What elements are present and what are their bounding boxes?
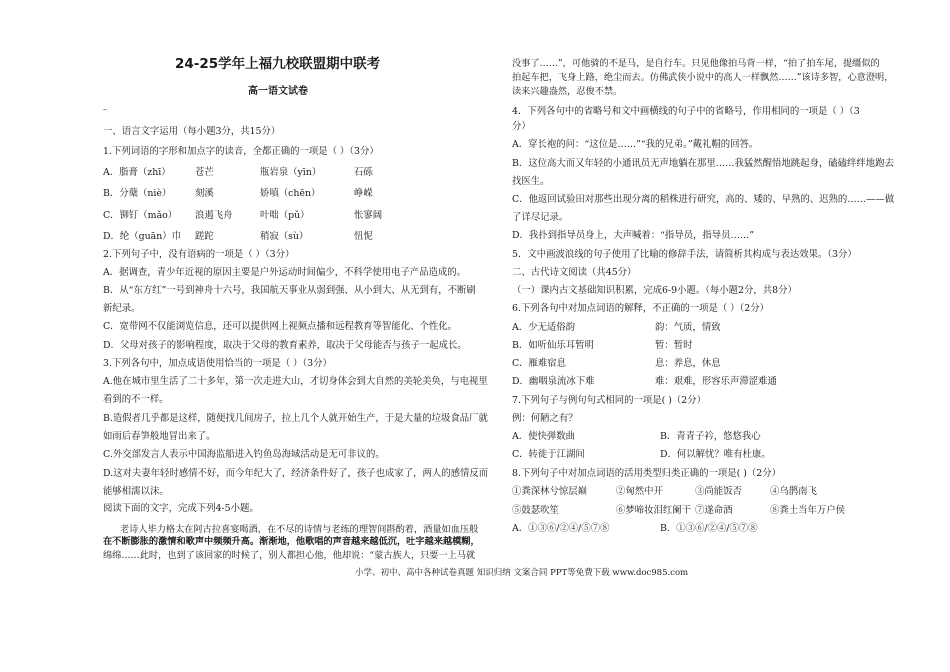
q1-option-b: B．分蘖（niè） <box>103 188 172 199</box>
q7-option-c: C．转徙于江湖间 <box>512 449 585 460</box>
question-6: 6.下列各句中对加点词语的解释，不正确的一项是（ ）（2分） <box>512 303 769 314</box>
q8-option-a: A．①③⑥/②④/⑤⑦⑧ <box>512 523 610 534</box>
q1-option-d-3: 稍寂（sù） <box>260 231 309 242</box>
q6-option-b-def: 暂：暂时 <box>655 340 693 351</box>
q8-item-4: ④乌鹊南飞 <box>770 486 817 497</box>
q1-option-c-4: 怅寥阔 <box>354 210 383 221</box>
q6-option-c-def: 息：养息，休息 <box>655 358 721 369</box>
dash-mark: – <box>103 105 107 114</box>
question-3: 3.下列各句中，加点成语使用恰当的一项是（ ）（3分） <box>103 358 332 369</box>
q1-option-d-4: 忸怩 <box>354 231 373 242</box>
q8-item-7: ⑦遂命酒 <box>695 505 733 516</box>
q1-option-a: A．脂膏（zhī） <box>103 167 171 178</box>
q4-option-c: C．他返回试验田对那些出现分离的稻株进行研究，高的、矮的、早熟的、迟熟的……——做 <box>512 194 895 205</box>
q8-item-5: ⑤鼓瑟吹笙 <box>512 505 559 516</box>
q6-option-b: B．如听仙乐耳暂明 <box>512 340 594 351</box>
question-5: 5．文中画波浪线的句子使用了比喻的修辞手法，请简析其构成与表达效果。（3分） <box>512 249 857 260</box>
q6-option-a-def: 韵：气质，情致 <box>655 322 721 333</box>
question-4: 4．下列各句中的省略号和文中画横线的句子中的省略号，作用相同的一项是（ ）（3 <box>512 106 860 117</box>
exam-subtitle: 高一语文试卷 <box>248 86 308 97</box>
q1-option-c-2: 浪遏飞舟 <box>195 210 233 221</box>
page-footer: 小学、初中、高中各种试卷真题 知识归纳 文案合同 PPT等免费下载 www.doc985.com <box>355 568 689 578</box>
q1-option-d: D．纶（guān）巾 <box>103 231 182 242</box>
q1-option-a-2: 苍芒 <box>195 167 214 178</box>
q8-item-3: ③尚能饭否 <box>695 486 742 497</box>
q2-option-b: B．从“东方红”一号到神舟十六号，我国航天事业从弱到强、从小到大、从无到有，不断刷 <box>103 285 476 296</box>
q1-option-d-2: 蹉跎 <box>195 231 214 242</box>
q3-option-d: D.这对夫妻年轻时感情不好，而今年纪大了，经济条件好了，孩子也成家了，两人的感情反而 <box>103 468 489 479</box>
q2-option-c: C．宽带网不仅能浏览信息，还可以提供网上视频点播和远程教育等智能化、个性化。 <box>103 321 458 332</box>
passage-line-4: 没事了……”，可他骑的不是马，是自行车。只见他像拍马背一样，“拍了拍车尾，提缰似的 <box>512 58 880 69</box>
q2-option-d: D．父母对孩子的影响程度，取决于父母的教育素养，取决于父母能否与孩子一起成长。 <box>103 340 467 351</box>
q6-option-d-def: 难：艰难，形容乐声滞涩难通 <box>655 376 777 387</box>
q8-item-1: ①粪深林兮惊层巅 <box>512 486 588 497</box>
q4-option-a: A．穿长袍的问：“这位是……”“我的兄弟。”戴礼帽的回答。 <box>512 139 759 150</box>
q3-option-a-cont: 看到的不一样。 <box>103 394 169 405</box>
exam-title: 24-25学年上福九校联盟期中联考 <box>175 56 381 72</box>
q8-item-8: ⑧粪土当年万户侯 <box>770 505 846 516</box>
section-1-heading: 一、语言文字运用（每小题3分，共15分） <box>103 126 281 137</box>
question-7: 7.下列句子与例句句式相同的一项是( )（2分） <box>512 395 706 406</box>
q6-option-a: A．少无适俗韵 <box>512 322 576 333</box>
passage-line-1: 老诗人毕力格太在阿古拉喜宴喝酒，在不尽的诗情与老练的理智间斟酌着，酒量如血压般 <box>120 524 479 535</box>
q3-option-c: C.外交部发言人表示中国海监船进入钓鱼岛海域活动是无可非议的。 <box>103 449 385 460</box>
q1-option-b-2: 刻溪 <box>195 188 214 199</box>
passage-line-2: 在不断膨胀的激情和歌声中频频升高。渐渐地，他歌唱的声音越来越低沉，吐字越来越模糊， <box>103 536 480 547</box>
q3-option-a: A.他在城市里生活了二十多年，第一次走进大山，才切身体会到大自然的美轮美奂，与电视里 <box>103 376 488 387</box>
q4-option-b: B．这位高大而又年轻的小通讯员无声地躺在那里……我猛然醒悟地跳起身，磕磕绊绊地跑去 <box>512 158 894 169</box>
q6-option-d: D．幽咽泉流冰下难 <box>512 376 595 387</box>
q1-option-a-4: 石砾 <box>354 167 373 178</box>
q1-option-b-4: 峥嵘 <box>354 188 373 199</box>
question-4-cont: 分） <box>512 121 531 132</box>
q1-option-c: C．铆钉（mǎo） <box>103 210 178 221</box>
q3-option-b-cont: 如雨后春笋般地冒出来了。 <box>103 431 216 442</box>
q2-option-a: A．据调查，青少年近视的原因主要是户外运动时间偏少，不科学使用电子产品造成的。 <box>103 267 467 278</box>
question-8: 8.下列句子中对加点词语的活用类型归类正确的一项是( )（2分） <box>512 468 781 479</box>
passage-line-6: 读来兴趣盎然，忍俊不禁。 <box>512 86 623 97</box>
question-2: 2.下列句子中，没有语病的一项是（ ）（3分） <box>103 249 295 260</box>
q6-option-c: C．雁难宿息 <box>512 358 567 369</box>
question-1: 1.下列词语的字形和加点字的读音，全都正确的一项是（ ）（3分） <box>103 146 379 157</box>
q1-option-b-3: 娇嗔（chēn） <box>260 188 321 199</box>
q1-option-c-3: 叶咄（pǔ） <box>260 210 310 221</box>
q4-option-c-cont: 了详尽记录。 <box>512 212 569 223</box>
q2-option-b-cont: 新纪录。 <box>103 303 141 314</box>
q7-example: 例：何陋之有？ <box>512 413 578 424</box>
passage-line-3: 绵绵……此时，也到了该回家的时候了，别人都担心他，他却说：“蒙古族人，只要一上马就 <box>103 550 476 561</box>
q8-item-2: ②匈然中开 <box>616 486 663 497</box>
passage-line-5: 拍起车把，飞身上路，绝尘而去。仿佛武侠小说中的高人一样飘然……”该诗多智，心意澄明， <box>512 72 894 83</box>
q3-option-d-cont: 能够相濡以沫。 <box>103 486 169 497</box>
q1-option-a-3: 瓶岩泉（yīn） <box>260 167 322 178</box>
q4-option-d: D．我扑到指导员身上，大声喊着：“指导员，指导员……” <box>512 230 755 241</box>
q7-option-d: D．何以解忧？唯有杜康。 <box>660 449 771 460</box>
q7-option-a: A．使快弹数曲 <box>512 431 576 442</box>
q7-option-b: B．青青子衿，悠悠我心 <box>660 431 761 442</box>
q3-option-b: B.造假者几乎都是这样，随便找几间房子，拉上几个人就开始生产，于是大量的垃圾食品厂就 <box>103 413 488 424</box>
q8-item-6: ⑥梦啼妆泪红阑干 <box>616 505 692 516</box>
q4-option-b-cont: 找医生。 <box>512 176 550 187</box>
section-2-heading: 二、古代诗文阅读（共45分） <box>512 267 637 278</box>
reading-instruction: 阅读下面的文字，完成下列4-5小题。 <box>103 503 259 514</box>
subsection-1-heading: （一）课内古文基础知识积累，完成6-9小题。（每小题2分，共8分） <box>512 285 797 296</box>
q8-option-b: B．①③⑥/②④/⑤⑦⑧ <box>660 523 758 534</box>
